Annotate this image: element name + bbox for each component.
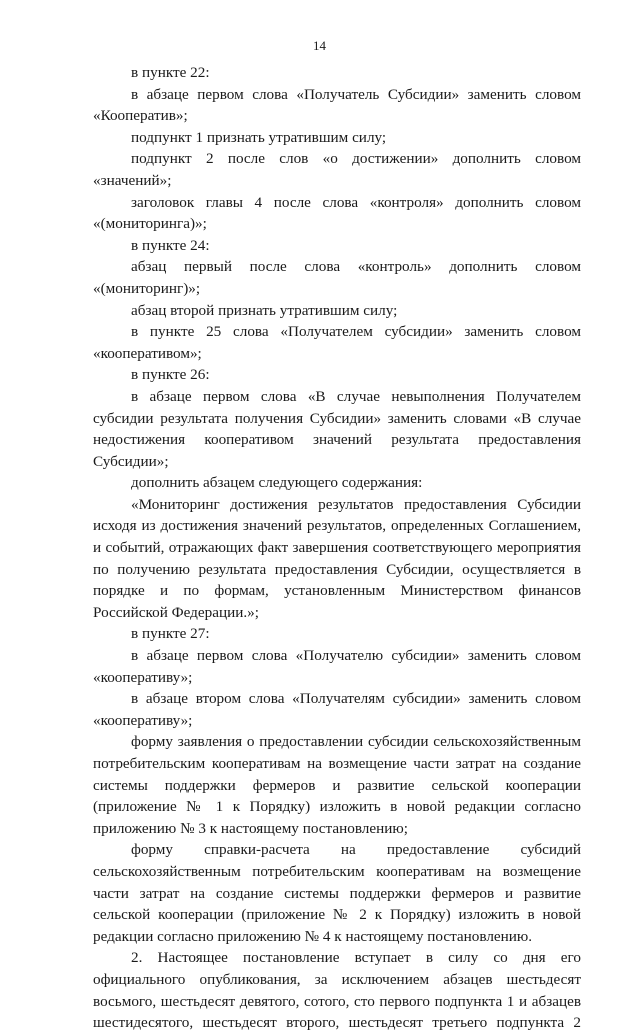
text-line: абзац второй признать утратившим силу; [131, 301, 398, 319]
text-line: в пункте 25 слова «Получателем субсидии» заменить словом [131, 323, 581, 341]
text-line: части затрат на создание системы поддержки фермеров и развитие [93, 884, 581, 902]
text-line: (приложение № 1 к Порядку) изложить в новой редакции согласно [93, 798, 581, 816]
text-line: заголовок главы 4 после слова «контроля» дополнить словом [131, 193, 581, 211]
text-line: «кооперативом»; [93, 344, 202, 362]
text-line: дополнить абзацем следующего содержания: [131, 474, 423, 492]
text-line: порядке и по формам, установленным Министерством финансов [93, 582, 581, 600]
text-line: системы поддержки фермеров и развитие сельской кооперации [93, 776, 581, 794]
text-line: «кооперативу»; [93, 668, 193, 686]
text-line: в пункте 27: [131, 625, 210, 643]
text-line: субсидии результата получения Субсидии» заменить словами «В случае [93, 409, 581, 427]
text-line: в абзаце первом слова «Получателю субсидии» заменить словом [131, 647, 581, 665]
text-line: по получению результата предоставления Субсидии, осуществляется в [93, 560, 581, 578]
text-line: подпункт 1 признать утратившим силу; [131, 128, 387, 146]
text-line: 2. Настоящее постановление вступает в силу со дня его [131, 949, 581, 967]
text-line: в пункте 24: [131, 236, 210, 254]
text-line: «кооперативу»; [93, 711, 193, 729]
text-line: форму справки-расчета на предоставление субсидий [131, 841, 581, 859]
text-line: и событий, отражающих факт завершения соответствующего мероприятия [93, 539, 581, 557]
text-line: восьмого, шестьдесят девятого, сотого, сто первого подпункта 1 и абзацев [93, 992, 581, 1010]
text-line: потребительским кооперативам на возмещение части затрат на создание [93, 755, 581, 772]
page-number: 14 [313, 38, 326, 53]
text-line: абзац первый после слова «контроль» дополнить словом [131, 258, 581, 276]
text-line: «(мониторинга)»; [93, 215, 207, 233]
text-line: официального опубликования, за исключением абзацев шестьдесят [93, 970, 581, 988]
text-line: подпункт 2 после слов «о достижении» дополнить словом [131, 150, 581, 168]
text-line: в абзаце первом слова «В случае невыполнения Получателем [131, 387, 581, 405]
text-line: форму заявления о предоставлении субсидии сельскохозяйственным [131, 733, 581, 751]
text-line: шестидесятого, шестьдесят второго, шестьдесят третьего подпункта 2 [93, 1014, 581, 1032]
text-line: Субсидии»; [93, 452, 169, 470]
text-line: «(мониторинг)»; [93, 279, 201, 297]
text-line: в пункте 22: [131, 64, 210, 81]
text-line: сельскохозяйственным потребительским кооперативам на возмещение [93, 862, 581, 880]
text-line: «Кооператив»; [93, 107, 188, 125]
document-body [93, 62, 581, 1034]
text-line: приложению № 3 к настоящему постановлению; [93, 819, 408, 837]
text-line: в абзаце втором слова «Получателям субсидии» заменить словом [131, 690, 581, 708]
text-line: в пункте 26: [131, 366, 210, 384]
text-line: «Мониторинг достижения результатов предоставления Субсидии [131, 495, 581, 513]
text-line: исходя из достижения значений результатов, определенных Соглашением, [93, 517, 581, 535]
text-line: «значений»; [93, 171, 172, 189]
text-line: недостижения кооперативом значений результата предоставления [93, 431, 581, 449]
text-line: редакции согласно приложению № 4 к настоящему постановлению. [93, 927, 533, 945]
text-line: Российской Федерации.»; [93, 603, 259, 621]
text-line: в абзаце первом слова «Получатель Субсидии» заменить словом [131, 85, 581, 103]
text-line: сельской кооперации (приложение № 2 к Порядку) изложить в новой [93, 906, 581, 924]
